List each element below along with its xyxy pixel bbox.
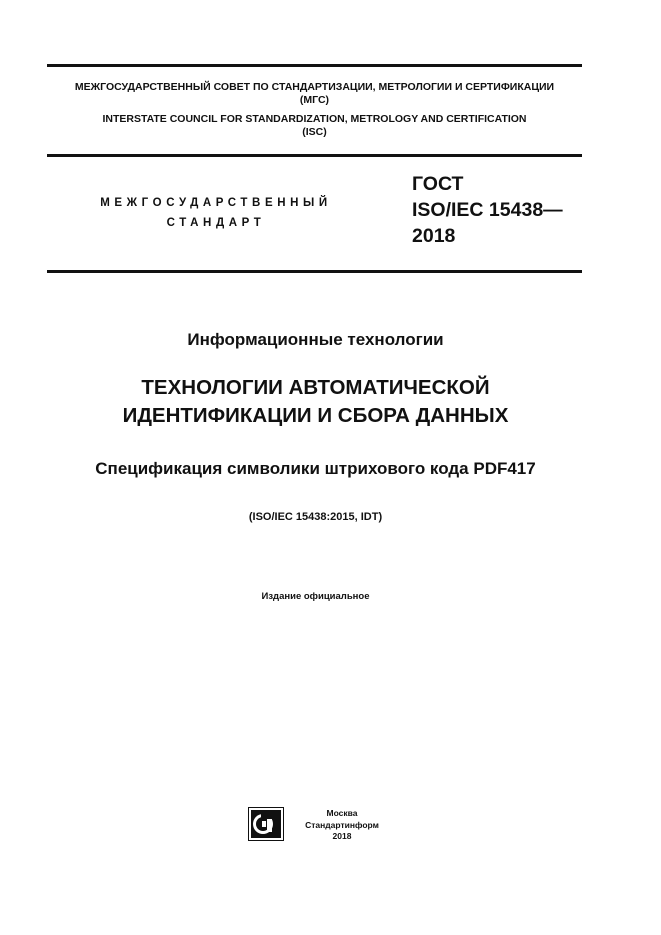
publisher-city: Москва bbox=[326, 808, 358, 818]
council-en-name: INTERSTATE COUNCIL FOR STANDARDIZATION, METROLOGY AND CERTIFICATION bbox=[102, 113, 527, 125]
main-title-line1: ТЕХНОЛОГИИ АВТОМАТИЧЕСКОЙ bbox=[141, 376, 490, 399]
gost-number: ISO/IEC 15438— bbox=[412, 199, 563, 221]
specification-title: Спецификация символики штрихового кода PDF417 bbox=[95, 459, 536, 478]
council-header bbox=[47, 81, 582, 139]
gost-label: ГОСТ bbox=[412, 173, 464, 195]
identity-reference: (ISO/IEC 15438:2015, IDT) bbox=[248, 511, 383, 523]
designation-bottom-rule bbox=[47, 270, 582, 273]
publisher-name: Стандартинформ bbox=[305, 819, 379, 830]
subject-heading: Информационные технологии bbox=[187, 330, 444, 349]
publisher-year: 2018 bbox=[332, 831, 352, 841]
standard-type-line1: МЕЖГОСУДАРСТВЕННЫЙ bbox=[100, 197, 332, 209]
main-title-line2: ИДЕНТИФИКАЦИИ И СБОРА ДАННЫХ bbox=[122, 404, 509, 427]
header-bottom-rule bbox=[47, 154, 582, 157]
standard-type bbox=[80, 193, 352, 233]
standard-type-line2: СТАНДАРТ bbox=[166, 217, 266, 229]
standartinform-logo-icon bbox=[248, 807, 284, 841]
gost-year: 2018 bbox=[412, 225, 456, 247]
council-ru-name: МЕЖГОСУДАРСТВЕННЫЙ СОВЕТ ПО СТАНДАРТИЗАЦИИ, МЕТРОЛОГИИ И СЕРТИФИКАЦИИ bbox=[74, 81, 555, 93]
edition-label: Издание официальное bbox=[261, 591, 370, 602]
main-title bbox=[0, 374, 631, 430]
top-rule bbox=[47, 64, 582, 67]
council-ru-abbr: (МГС) bbox=[299, 94, 330, 106]
publisher-block bbox=[293, 808, 391, 843]
gost-designation bbox=[412, 171, 563, 249]
council-en-abbr: (ISC) bbox=[302, 126, 327, 138]
